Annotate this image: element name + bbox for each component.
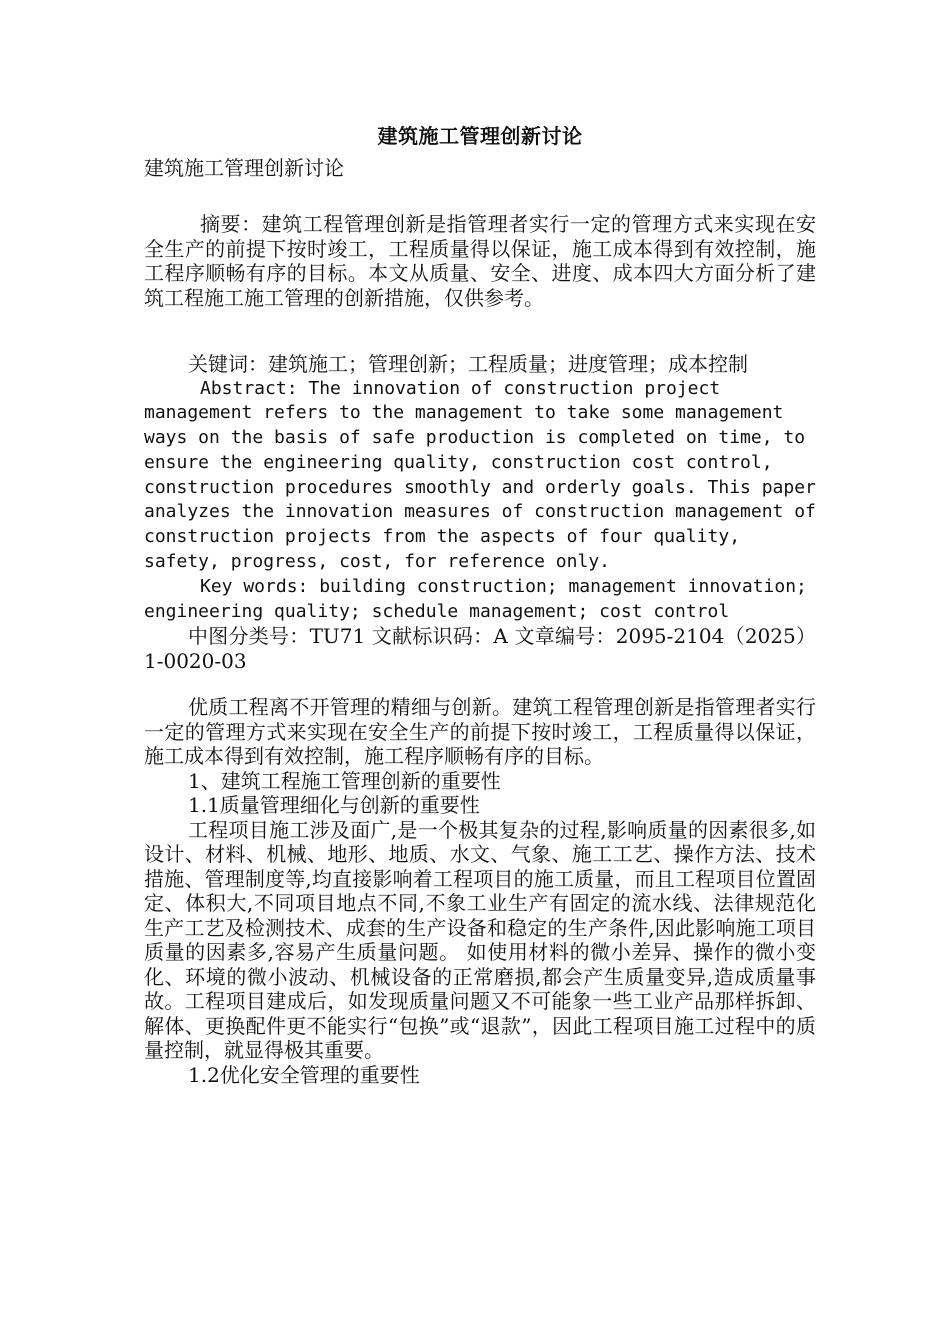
abstract-en: Abstract: The innovation of construction project management refers to the management to take some management ways on the basis of safe production is completed on time, to ensure the engineering quality, construction cost control, construction procedures smoothly and orderly goals. This paper analyzes the innovation measures of construction management of construction projects from the aspects of four quality, safety, progress, cost, for reference only. [144,377,816,573]
document-subtitle: 建筑施工管理创新讨论 [144,156,344,180]
keywords-cn: 关键词：建筑施工；管理创新；工程质量；进度管理；成本控制 [188,352,748,376]
spacer [144,310,816,352]
keywords-en: Key words: building construction; management innovation; engineering quality; schedule management; cost control [144,575,807,622]
subsection-heading: 1.2优化安全管理的重要性 [188,1062,420,1087]
body-paragraph: 工程项目施工涉及面广,是一个极其复杂的过程,影响质量的因素很多,如设计、材料、机械、地形、地质、水文、气象、施工工艺、操作方法、技术措施、管理制度等,均直接影响着工程项目的施工质量，而且工程项目位置固定、体积大,不同项目地点不同,不象工业生产有固定的流水线、法律规范化生产工艺及检测技术、成套的生产设备和稳定的生产条件,因此影响施工项目质量的因素多,容易产生质量问题。 如使用材料的微小差异、操作的微小变化、环境的微小波动、机械设备的正常磨损,都会产生质量变异,造成质量事故。工程项目建成后，如发现质量问题又不可能象一些工业产品那样拆卸、解体、更换配件更不能实行“包换”或“退款”，因此工程项目施工过程中的质量控制，就显得极其重要。 [144,817,816,1063]
spacer [144,182,816,212]
section-heading: 1、建筑工程施工管理创新的重要性 [188,768,501,793]
abstract-cn: 摘要：建筑工程管理创新是指管理者实行一定的管理方式来实现在安全生产的前提下按时竣工，工程质量得以保证，施工成本得到有效控制，施工程序顺畅有序的目标。本文从质量、安全、进度、成本四大方面分析了建筑工程施工施工管理的创新措施，仅供参考。 [144,212,816,310]
spacer [144,673,816,695]
subsection-heading: 1.1质量管理细化与创新的重要性 [188,793,480,818]
intro-paragraph: 优质工程离不开管理的精细与创新。建筑工程管理创新是指管理者实行一定的管理方式来实现在安全生产的前提下按时竣工，工程质量得以保证，施工成本得到有效控制，施工程序顺畅有序的目标。 [144,695,816,769]
document-title: 建筑施工管理创新讨论 [377,124,583,148]
document-page [144,118,816,1087]
classification-line: 中图分类号：TU71 文献标识码：A 文章编号：2095-2104（2025）1-0020-03 [144,624,816,673]
